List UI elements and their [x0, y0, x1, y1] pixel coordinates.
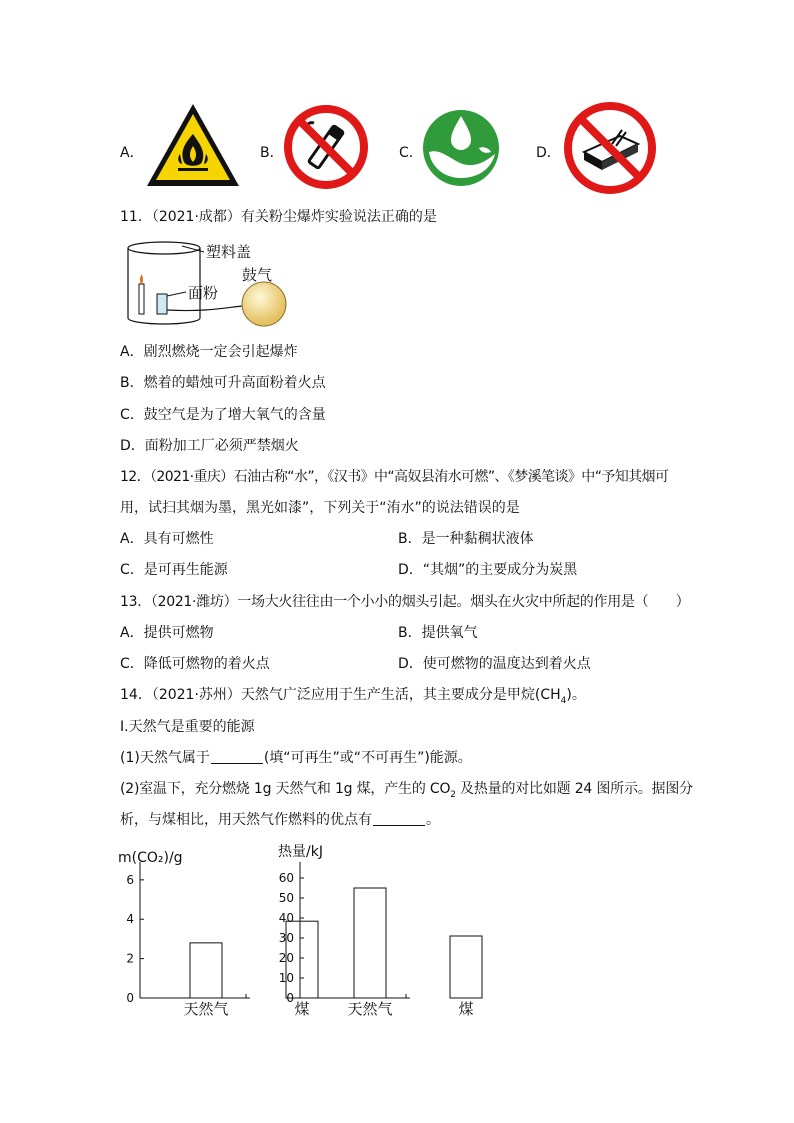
no-matches-icon — [562, 100, 658, 196]
category-label: 天然气 — [347, 1000, 393, 1018]
y-tick-label: 0 — [286, 991, 294, 1005]
y-tick-label: 4 — [126, 912, 134, 927]
flammable-warning-icon — [144, 100, 242, 190]
no-smoking-icon — [282, 103, 370, 191]
q12-option-c: C．是可再生能源 — [120, 562, 228, 578]
heat-bar-chart — [270, 840, 474, 1026]
y-tick-label: 0 — [126, 991, 134, 1005]
y-tick-label: 40 — [278, 911, 294, 925]
q11-option-d: D．面粉加工厂必须严禁烟火 — [120, 438, 299, 454]
question-12-stem-line1: 12．（2021·重庆）石油古称“水”，《汉书》中“高奴县洧水可燃”、《梦溪笔谈》中“予知其烟可 — [120, 469, 669, 485]
y-axis-label: m(CO₂)/g — [118, 850, 183, 866]
figure-label-lid: 塑料盖 — [206, 243, 252, 261]
q14-part-1-answer-blank[interactable] — [211, 749, 263, 764]
question-11-stem: 11．（2021·成都）有关粉尘爆炸实验说法正确的是 — [120, 209, 437, 225]
q12-option-d: D．“其烟”的主要成分为炭黑 — [398, 562, 578, 578]
q14-part-2-line2: 析，与煤相比，用天然气作燃料的优点有 。 — [120, 812, 440, 828]
q14-part-2-line1: (2)室温下，充分燃烧 1g 天然气和 1g 煤，产生的 $CO_2$ 及热量的对比如题 24 图所示。据图分 — [120, 781, 693, 800]
y-tick-label: 2 — [126, 951, 134, 966]
figure-label-flour: 面粉 — [188, 284, 219, 302]
option-c-label: C． — [399, 145, 423, 161]
bar-natural-gas — [354, 888, 386, 998]
figure-label-blow: 鼓气 — [242, 266, 273, 284]
q13-option-c: C．降低可燃物的着火点 — [120, 656, 270, 672]
q14-part-1: (1)天然气属于 (填“可再生”或“不可再生”)能源。 — [120, 750, 472, 766]
y-tick-label: 6 — [126, 872, 134, 887]
q13-option-d: D．使可燃物的温度达到着火点 — [398, 656, 591, 672]
question-14-stem: 14．（2021·苏州）天然气广泛应用于生产生活，其主要成分是甲烷$(CH_4)$。 — [120, 687, 586, 706]
q13-option-b: B．提供氧气 — [398, 625, 478, 641]
bar-natural-gas — [190, 943, 222, 998]
y-tick-label: 20 — [278, 951, 294, 965]
bar-coal — [450, 936, 482, 998]
y-tick-label: 50 — [278, 891, 294, 905]
option-d-label: D． — [536, 145, 561, 161]
q12-option-a: A．具有可燃性 — [120, 531, 214, 547]
q12-option-b: B．是一种黏稠状液体 — [398, 531, 534, 547]
y-tick-label: 10 — [278, 971, 294, 985]
category-label: 煤 — [458, 1000, 474, 1018]
water-saving-icon — [421, 108, 501, 188]
option-a-label: A． — [120, 145, 144, 161]
option-b-label: B． — [260, 145, 284, 161]
question-12-stem-line2: 用，试扫其烟为墨，黑光如漆”，下列关于“洧水”的说法错误的是 — [120, 500, 520, 516]
category-label: 煤 — [294, 1000, 310, 1018]
q14-section-heading: Ⅰ.天然气是重要的能源 — [120, 719, 255, 735]
y-tick-label: 60 — [278, 871, 294, 885]
q11-option-c: C．鼓空气是为了增大氧气的含量 — [120, 407, 326, 423]
q11-option-a: A．剧烈燃烧一定会引起爆炸 — [120, 344, 298, 360]
category-label: 天然气 — [183, 1000, 229, 1018]
q11-option-b: B．燃着的蜡烛可升高面粉着火点 — [120, 375, 326, 391]
question-13-stem: 13．（2021·潍坊）一场大火往往由一个小小的烟头引起。烟头在火灾中所起的作用是（ ） — [120, 594, 690, 610]
q13-option-a: A．提供可燃物 — [120, 625, 214, 641]
q14-part-2-answer-blank[interactable] — [373, 811, 425, 826]
y-axis-label: 热量/kJ — [278, 844, 323, 860]
y-tick-label: 30 — [278, 931, 294, 945]
